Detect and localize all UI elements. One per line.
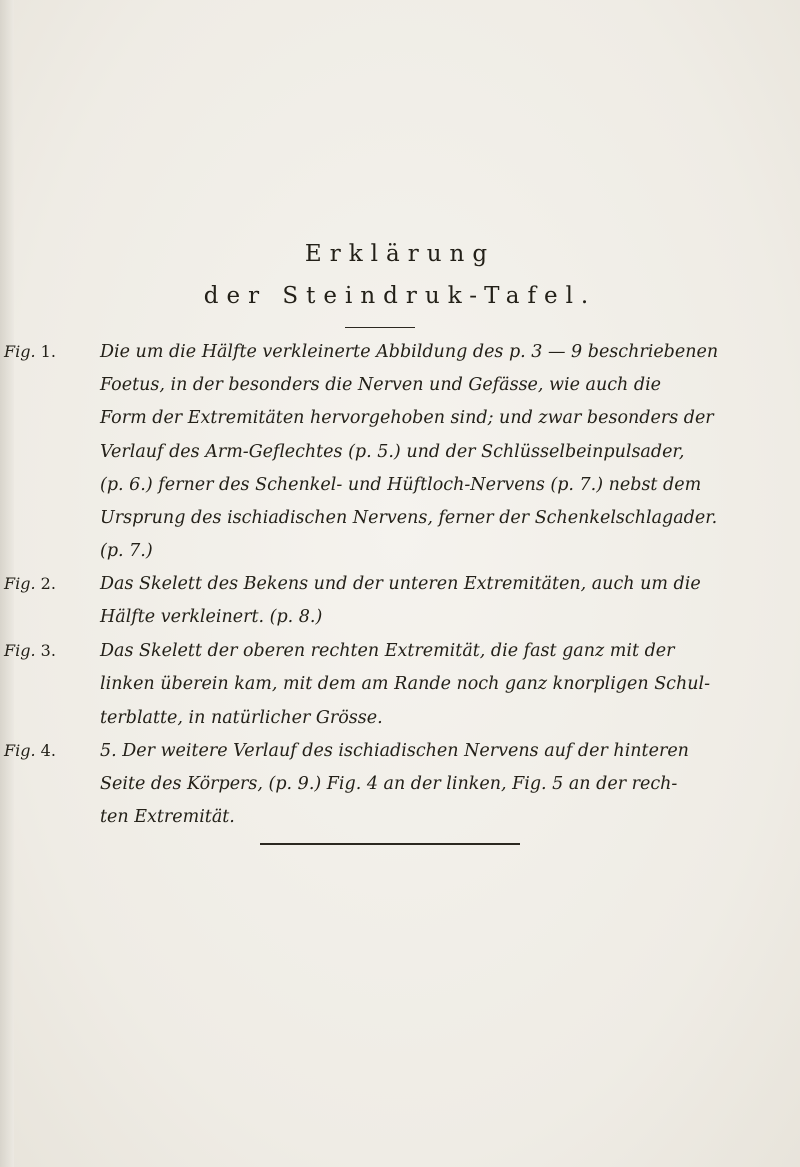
fig-1-line-5: (p. 6.) ferner des Schenkel- und Hüftloch-Nervens (p. 7.) nebst dem <box>100 475 702 495</box>
fig-2-label <box>4 574 56 593</box>
fig-1-line-7: (p. 7.) <box>100 541 153 561</box>
fig-3-label <box>4 641 56 660</box>
fig-3-line-3: terblatte, in natürlicher Grösse. <box>100 708 383 728</box>
fig-1-word: Fig. <box>4 342 36 361</box>
fig-4-label <box>4 741 56 760</box>
fig-3-number: 3. <box>40 641 56 660</box>
fig-4-number: 4. <box>40 741 56 760</box>
fig-2-line-1: Das Skelett des Bekens und der unteren Extremitäten, auch um die <box>100 574 701 594</box>
heading-steindruk-tafel: der Steindruk-Tafel. <box>203 283 597 309</box>
fig-3-line-1: Das Skelett der oberen rechten Extremität, die fast ganz mit der <box>100 641 675 661</box>
fig-4-line-2: Seite des Körpers, (p. 9.) Fig. 4 an der linken, Fig. 5 an der rech- <box>100 774 678 794</box>
fig-4-line-3: ten Extremität. <box>100 807 235 827</box>
fig-1-line-3: Form der Extremitäten hervorgehoben sind; und zwar besonders der <box>100 408 714 428</box>
fig-1-number: 1. <box>40 342 56 361</box>
heading-erklaerung: Erklärung <box>304 241 496 267</box>
fig-1-line-4: Verlauf des Arm-Geflechtes (p. 5.) und der Schlüsselbeinpulsader, <box>100 442 685 462</box>
fig-4-word: Fig. <box>4 741 36 760</box>
fig-1-label <box>4 342 56 361</box>
fig-3-word: Fig. <box>4 641 36 660</box>
divider-bottom <box>260 843 520 845</box>
fig-2-line-2: Hälfte verkleinert. (p. 8.) <box>100 607 323 627</box>
fig-2-word: Fig. <box>4 574 36 593</box>
fig-4-line-1: 5. Der weitere Verlauf des ischiadischen Nervens auf der hinteren <box>100 741 689 761</box>
fig-1-line-1: Die um die Hälfte verkleinerte Abbildung des p. 3 — 9 beschriebenen <box>100 342 719 362</box>
fig-1-line-6: Ursprung des ischiadischen Nervens, ferner der Schenkelschlagader. <box>100 508 718 528</box>
fig-2-number: 2. <box>40 574 56 593</box>
fig-3-line-2: linken überein kam, mit dem am Rande noch ganz knorpligen Schul- <box>100 674 711 694</box>
divider-top <box>345 327 415 328</box>
fig-1-line-2: Foetus, in der besonders die Nerven und Gefässe, wie auch die <box>100 375 662 395</box>
